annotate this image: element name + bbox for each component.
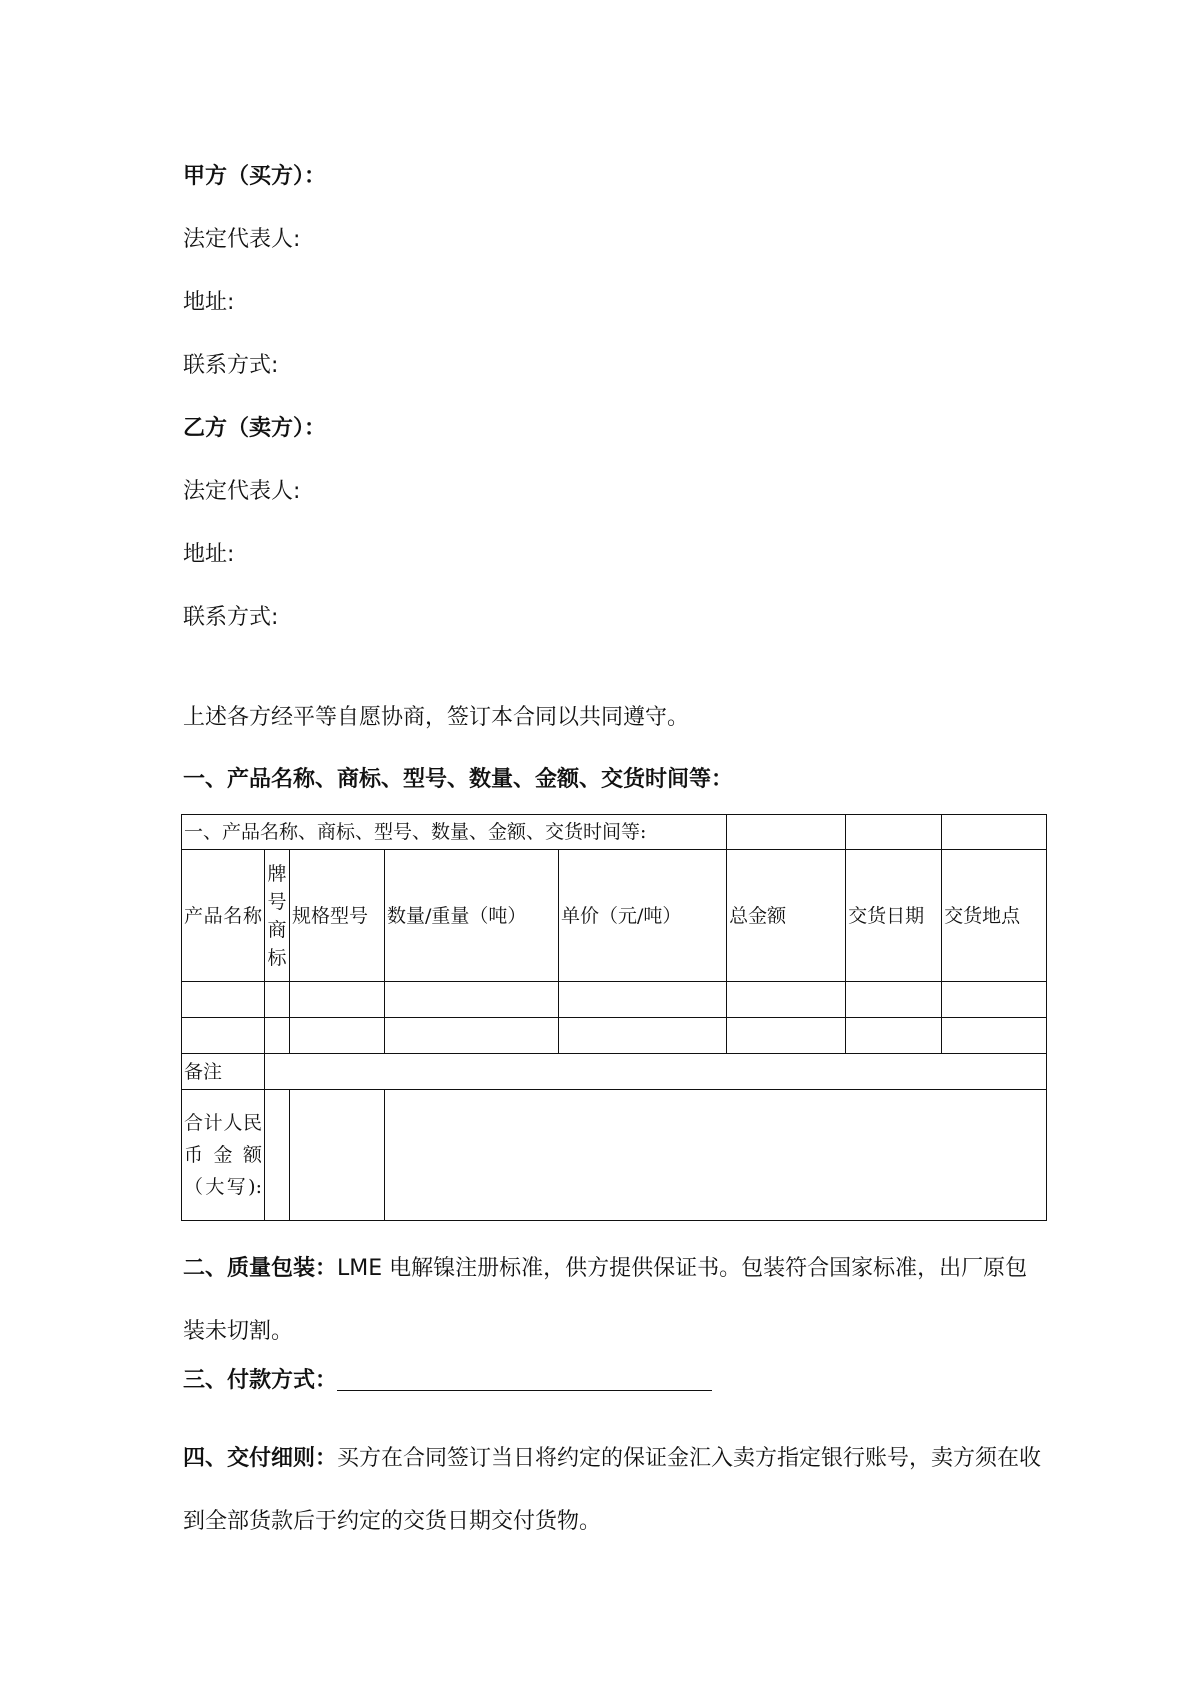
table-cell	[182, 982, 265, 1018]
table-row	[182, 1018, 1047, 1054]
table-caption-cell: 一、产品名称、商标、型号、数量、金额、交货时间等:	[182, 815, 727, 850]
header-total: 总金额	[727, 850, 846, 982]
table-cell	[727, 1018, 846, 1054]
remark-value	[265, 1054, 1047, 1090]
party-b-rep: 法定代表人:	[183, 479, 301, 504]
header-product-name: 产品名称	[182, 850, 265, 982]
header-quantity: 数量/重量（吨）	[385, 850, 559, 982]
table-cell	[385, 982, 559, 1018]
section2-text: LME 电解镍注册标准，供方提供保证书。包装符合国家标准，出厂原包装未切割。	[183, 1256, 1028, 1344]
header-delivery-date: 交货日期	[846, 850, 942, 982]
remark-label: 备注	[182, 1054, 265, 1090]
goods-table	[181, 814, 1047, 1221]
section3-label: 三、付款方式：	[183, 1368, 338, 1393]
header-brand: 牌号商标	[265, 850, 290, 982]
section3	[183, 1366, 712, 1396]
total-rmb-value	[385, 1090, 1047, 1221]
table-cell	[727, 815, 846, 850]
table-cell	[290, 982, 385, 1018]
table-cell	[290, 1090, 385, 1221]
total-rmb-row	[182, 1090, 1047, 1221]
section4	[183, 1427, 1043, 1553]
table-cell	[265, 1018, 290, 1054]
party-a-address: 地址:	[183, 290, 235, 315]
intro-text: 上述各方经平等自愿协商，签订本合同以共同遵守。	[183, 705, 690, 730]
section4-label: 四、交付细则：	[183, 1446, 338, 1471]
table-cell	[559, 982, 727, 1018]
party-b-title: 乙方（卖方）：	[183, 416, 327, 441]
header-delivery-place: 交货地点	[942, 850, 1047, 982]
table-cell	[846, 982, 942, 1018]
party-a-title: 甲方（买方）：	[183, 164, 327, 189]
section2	[183, 1237, 1043, 1363]
table-cell	[846, 815, 942, 850]
table-cell	[265, 982, 290, 1018]
total-rmb-label: 合计人民币金额（大写):	[182, 1090, 265, 1221]
table-cell	[727, 982, 846, 1018]
table-cell	[942, 815, 1047, 850]
party-b-address: 地址:	[183, 542, 235, 567]
table-caption-row	[182, 815, 1047, 850]
table-cell	[182, 1018, 265, 1054]
party-b-contact: 联系方式:	[183, 605, 279, 630]
header-spec: 规格型号	[290, 850, 385, 982]
payment-method-blank	[337, 1368, 712, 1391]
section1-heading: 一、产品名称、商标、型号、数量、金额、交货时间等：	[183, 767, 734, 792]
section2-label: 二、质量包装：	[183, 1256, 338, 1281]
party-a-contact: 联系方式:	[183, 353, 279, 378]
table-cell	[265, 1090, 290, 1221]
table-cell	[942, 982, 1047, 1018]
remark-row	[182, 1054, 1047, 1090]
table-cell	[942, 1018, 1047, 1054]
table-cell	[290, 1018, 385, 1054]
table-cell	[559, 1018, 727, 1054]
section4-text: 买方在合同签订当日将约定的保证金汇入卖方指定银行账号，卖方须在收到全部货款后于约定的交货日期交付货物。	[183, 1446, 1042, 1534]
header-unit-price: 单价（元/吨）	[559, 850, 727, 982]
party-a-rep: 法定代表人:	[183, 227, 301, 252]
table-header-row	[182, 850, 1047, 982]
table-cell	[385, 1018, 559, 1054]
table-cell	[846, 1018, 942, 1054]
table-row	[182, 982, 1047, 1018]
